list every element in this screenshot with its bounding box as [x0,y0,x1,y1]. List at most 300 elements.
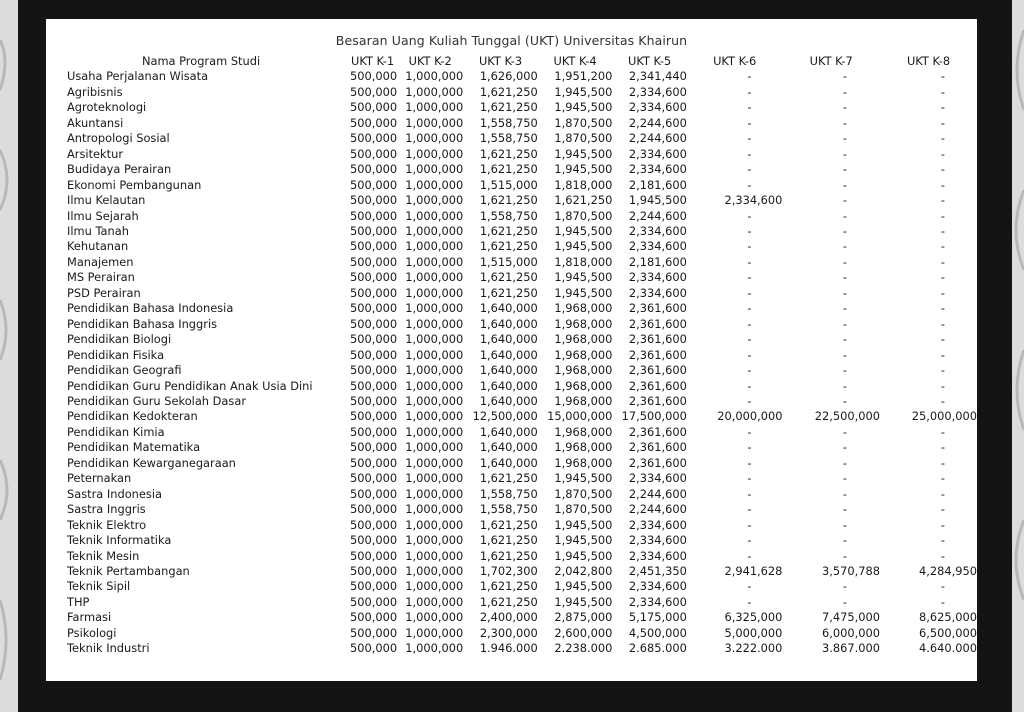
ukt-value-cell: - [747,440,752,455]
ukt-value-cell: - [747,162,752,177]
ukt-value-cell: - [747,347,752,362]
ukt-value-cell: - [747,223,752,238]
table-header-row [54,54,977,69]
document-title: Besaran Uang Kuliah Tunggal (UKT) Universitas Khairun [335,33,688,48]
ukt-value-cell: - [747,115,752,130]
ukt-value-cell: 1,640,000 [479,440,538,455]
program-name-cell: MS Perairan [67,270,135,285]
ukt-value-cell: 2,334,600 [628,223,687,238]
ukt-value-cell: 3.222.000 [724,641,783,656]
ukt-value-cell: - [842,548,848,563]
ukt-value-cell: - [940,208,945,223]
ukt-value-cell: 1,640,000 [479,347,538,362]
ukt-value-cell: 500,000 [350,455,398,470]
ukt-value-cell: 6,000,000 [822,625,881,640]
table-row [54,301,977,316]
ukt-value-cell: 1,000,000 [405,162,464,177]
ukt-value-cell: - [842,115,848,130]
ukt-value-cell: 1,945,500 [554,223,613,238]
ukt-value-cell: - [940,239,945,254]
ukt-value-cell: 2,042,800 [554,563,613,578]
ukt-value-cell: - [940,332,945,347]
ukt-value-cell: 500,000 [350,440,398,455]
column-header-ukt-k4: UKT K-4 [553,54,597,68]
ukt-value-cell: 1,968,000 [554,363,613,378]
ukt-value-cell: 1,945,500 [554,533,613,548]
ukt-value-cell: 1,640,000 [479,455,538,470]
ukt-value-cell: 2,600,000 [554,625,613,640]
ukt-value-cell: - [842,455,848,470]
ukt-value-cell: 1,558,750 [479,131,538,146]
ukt-value-cell: 2,361,600 [628,332,687,347]
ukt-value-cell: 2,451,350 [628,563,687,578]
ukt-value-cell: 1,000,000 [405,146,464,161]
ukt-value-cell: 1,000,000 [405,301,464,316]
table-row [54,471,977,486]
ukt-value-cell: 500,000 [350,115,398,130]
ukt-value-cell: 1,621,250 [479,162,538,177]
ukt-value-cell: 1,621,250 [479,239,538,254]
table-row [54,348,977,363]
ukt-value-cell: 1,626,000 [479,69,538,84]
ukt-table [54,54,977,657]
ukt-value-cell: - [747,239,752,254]
ukt-value-cell: - [842,393,848,408]
table-row [54,162,977,177]
ukt-value-cell: 1,640,000 [479,393,538,408]
ukt-value-cell: 500,000 [350,162,398,177]
column-header-ukt-k3: UKT K-3 [478,54,523,68]
ukt-value-cell: 1,000,000 [405,193,464,208]
ukt-value-cell: 2,244,600 [628,486,687,501]
ukt-value-cell: - [842,162,848,177]
ukt-value-cell: 2,244,600 [628,131,687,146]
ukt-value-cell: - [842,239,848,254]
ukt-value-cell: 1,621,250 [479,517,538,532]
ukt-value-cell: - [747,177,752,192]
ukt-value-cell: 1,621,250 [479,270,538,285]
ukt-value-cell: 500,000 [350,146,398,161]
program-name-cell: Kehutanan [67,239,129,254]
ukt-value-cell: 1,000,000 [405,254,464,269]
ukt-value-cell: 1,621,250 [479,223,538,238]
ukt-value-cell: 1,515,000 [479,177,538,192]
program-name-cell: Pendidikan Geografi [67,363,182,378]
ukt-value-cell: 500,000 [350,332,398,347]
ukt-value-cell: 500,000 [350,563,398,578]
ukt-value-cell: 2.685.000 [628,641,687,656]
table-row [54,641,977,656]
ukt-value-cell: - [940,471,945,486]
ukt-value-cell: 1,621,250 [479,146,538,161]
ukt-value-cell: 1,000,000 [405,502,464,517]
ukt-value-cell: 1,000,000 [405,455,464,470]
ukt-value-cell: 500,000 [350,223,398,238]
ukt-value-cell: 17,500,000 [621,409,687,424]
program-name-cell: Manajemen [67,254,134,269]
ukt-value-cell: 1,000,000 [405,84,464,99]
table-row [54,549,977,564]
program-name-cell: Pendidikan Kimia [67,424,165,439]
ukt-value-cell: 1,000,000 [405,440,464,455]
ukt-value-cell: - [940,486,945,501]
ukt-value-cell: 500,000 [350,285,398,300]
ukt-value-cell: 500,000 [350,502,398,517]
ukt-value-cell: 15,000,000 [547,409,613,424]
ukt-value-cell: 1,000,000 [405,115,464,130]
ukt-value-cell: 1,621,250 [554,193,613,208]
ukt-value-cell: 1,000,000 [405,594,464,609]
ukt-value-cell: 1,945,500 [554,579,613,594]
ukt-value-cell: 1,945,500 [554,84,613,99]
ukt-value-cell: 1,945,500 [554,100,613,115]
column-header-ukt-k5: UKT K-5 [628,54,672,68]
ukt-value-cell: 1,702,300 [479,563,538,578]
ukt-value-cell: - [842,332,848,347]
ukt-value-cell: - [940,69,945,84]
ukt-value-cell: - [842,223,848,238]
ukt-value-cell: 2,361,600 [628,301,687,316]
ukt-value-cell: - [747,502,752,517]
program-name-cell: Teknik Informatika [67,533,172,548]
table-row [54,116,977,131]
ukt-value-cell: - [747,146,752,161]
program-name-cell: Budidaya Perairan [67,162,172,177]
ukt-value-cell: 2,334,600 [628,579,687,594]
ukt-value-cell: 500,000 [350,208,398,223]
table-row [54,69,977,84]
ukt-value-cell: - [747,316,752,331]
ukt-value-cell: 1,968,000 [554,393,613,408]
table-row [54,579,977,594]
ukt-value-cell: 4,500,000 [628,625,687,640]
ukt-value-cell: - [842,378,848,393]
program-name-cell: Farmasi [67,610,112,625]
program-name-cell: Peternakan [67,471,132,486]
ukt-value-cell: 2,334,600 [628,594,687,609]
table-row [54,610,977,625]
ukt-value-cell: 1,818,000 [554,254,613,269]
ukt-value-cell: - [842,594,848,609]
table-row [54,147,977,162]
ukt-value-cell: 22,500,000 [814,409,881,424]
ukt-value-cell: - [747,486,752,501]
ukt-value-cell: 2,334,600 [628,517,687,532]
column-header-program: Nama Program Studi [141,54,261,68]
ukt-value-cell: 500,000 [350,347,398,362]
program-name-cell: Pendidikan Guru Pendidikan Anak Usia Dini [67,378,313,393]
ukt-value-cell: 1,968,000 [554,455,613,470]
program-name-cell: Teknik Mesin [67,548,140,563]
ukt-value-cell: - [940,177,945,192]
ukt-value-cell: - [747,393,752,408]
ukt-value-cell: 2,875,000 [554,610,613,625]
ukt-value-cell: 2,244,600 [628,115,687,130]
ukt-value-cell: 1,640,000 [479,378,538,393]
ukt-value-cell: 2,361,600 [628,440,687,455]
ukt-value-cell: - [940,223,945,238]
ukt-value-cell: 500,000 [350,254,398,269]
table-row [54,270,977,285]
ukt-value-cell: - [747,548,752,563]
program-name-cell: Akuntansi [67,115,124,130]
ukt-value-cell: 1,968,000 [554,301,613,316]
ukt-value-cell: 1,945,500 [554,270,613,285]
ukt-value-cell: - [940,533,945,548]
ukt-value-cell: 2,361,600 [628,363,687,378]
table-row [54,193,977,208]
ukt-value-cell: 1,945,500 [554,517,613,532]
table-row [54,178,977,193]
column-header-ukt-k2: UKT K-2 [408,54,452,68]
ukt-value-cell: 500,000 [350,100,398,115]
ukt-value-cell: 3.867.000 [822,641,881,656]
ukt-value-cell: 20,000,000 [717,409,783,424]
ukt-value-cell: 1,000,000 [405,610,464,625]
ukt-value-cell: 500,000 [350,393,398,408]
ukt-value-cell: - [747,517,752,532]
ukt-value-cell: - [842,440,848,455]
ukt-value-cell: - [940,517,945,532]
ukt-value-cell: 2.238.000 [554,641,613,656]
ukt-value-cell: 6,325,000 [724,610,783,625]
ukt-value-cell: 1,870,500 [554,502,613,517]
ukt-value-cell: 1,621,250 [479,594,538,609]
program-name-cell: Ilmu Kelautan [67,193,146,208]
program-name-cell: Psikologi [67,625,117,640]
ukt-value-cell: - [940,270,945,285]
ukt-value-cell: - [747,131,752,146]
ukt-value-cell: - [940,424,945,439]
ukt-value-cell: - [940,440,945,455]
program-name-cell: Pendidikan Matematika [67,440,201,455]
table-row [54,626,977,641]
ukt-value-cell: - [842,69,848,84]
table-row [54,131,977,146]
ukt-value-cell: 1,818,000 [554,177,613,192]
ukt-value-cell: - [842,347,848,362]
program-name-cell: THP [67,594,90,609]
ukt-value-cell: 2,334,600 [628,100,687,115]
ukt-value-cell: - [747,270,752,285]
ukt-value-cell: 2,334,600 [628,533,687,548]
ukt-value-cell: 1,870,500 [554,208,613,223]
ukt-value-cell: - [842,193,848,208]
ukt-value-cell: 2,244,600 [628,502,687,517]
ukt-value-cell: 1,000,000 [405,424,464,439]
ukt-value-cell: 1,640,000 [479,363,538,378]
ukt-value-cell: 2,300,000 [479,625,538,640]
ukt-value-cell: - [940,378,945,393]
ukt-value-cell: 5,000,000 [724,625,783,640]
ukt-value-cell: 2,361,600 [628,393,687,408]
ukt-value-cell: 25,000,000 [911,409,977,424]
ukt-value-cell: 500,000 [350,579,398,594]
ukt-value-cell: 500,000 [350,409,398,424]
ukt-value-cell: 2,361,600 [628,378,687,393]
table-row [54,85,977,100]
ukt-value-cell: - [747,285,752,300]
program-name-cell: Pendidikan Biologi [67,332,172,347]
ukt-value-cell: 500,000 [350,424,398,439]
ukt-value-cell: 1,000,000 [405,270,464,285]
ukt-value-cell: 1,000,000 [405,625,464,640]
ukt-value-cell: 2,361,600 [628,424,687,439]
table-row [54,487,977,502]
ukt-value-cell: 1,945,500 [554,146,613,161]
ukt-value-cell: 1,870,500 [554,486,613,501]
ukt-value-cell: - [940,316,945,331]
ukt-value-cell: - [747,208,752,223]
ukt-value-cell: 1,870,500 [554,131,613,146]
table-row [54,100,977,115]
ukt-value-cell: - [940,502,945,517]
program-name-cell: Ilmu Tanah [67,223,129,238]
ukt-value-cell: 1,000,000 [405,486,464,501]
ukt-value-cell: 2,181,600 [628,254,687,269]
ukt-value-cell: 1,000,000 [405,548,464,563]
ukt-value-cell: - [842,84,848,99]
ukt-value-cell: 500,000 [350,548,398,563]
ukt-value-cell: - [842,177,848,192]
ukt-value-cell: 1,640,000 [479,424,538,439]
program-name-cell: Teknik Elektro [67,517,147,532]
ukt-value-cell: - [842,146,848,161]
ukt-value-cell: - [747,533,752,548]
ukt-value-cell: 500,000 [350,610,398,625]
ukt-value-cell: 500,000 [350,625,398,640]
ukt-value-cell: 1,000,000 [405,332,464,347]
ukt-value-cell: 1,000,000 [405,131,464,146]
program-name-cell: Pendidikan Bahasa Indonesia [67,301,234,316]
ukt-value-cell: 1,968,000 [554,316,613,331]
ukt-value-cell: - [747,301,752,316]
table-row [54,502,977,517]
ukt-value-cell: 2,361,600 [628,455,687,470]
program-name-cell: Sastra Inggris [67,502,146,517]
table-row [54,286,977,301]
program-name-cell: Usaha Perjalanan Wisata [67,69,209,84]
ukt-value-cell: - [842,208,848,223]
ukt-value-cell: 1,621,250 [479,579,538,594]
program-name-cell: Pendidikan Kedokteran [67,409,198,424]
program-name-cell: Teknik Sipil [67,579,131,594]
table-row [54,440,977,455]
ukt-value-cell: 7,475,000 [822,610,881,625]
ukt-value-cell: 1,558,750 [479,486,538,501]
table-row [54,332,977,347]
ukt-value-cell: - [747,84,752,99]
program-name-cell: Antropologi Sosial [67,131,170,146]
ukt-value-cell: - [842,285,848,300]
ukt-value-cell: 1,945,500 [628,193,687,208]
program-name-cell: Ekonomi Pembangunan [67,177,202,192]
ukt-value-cell: - [747,332,752,347]
table-row [54,317,977,332]
ukt-value-cell: - [842,254,848,269]
ukt-value-cell: - [747,471,752,486]
ukt-value-cell: - [940,579,945,594]
ukt-value-cell: 1,945,500 [554,471,613,486]
program-name-cell: Ilmu Sejarah [67,208,139,223]
ukt-value-cell: 1,640,000 [479,301,538,316]
ukt-value-cell: - [747,100,752,115]
column-header-ukt-k7: UKT K-7 [809,54,853,68]
ukt-value-cell: 5,175,000 [628,610,687,625]
ukt-value-cell: 12,500,000 [472,409,538,424]
table-row [54,379,977,394]
column-header-ukt-k6: UKT K-6 [713,54,757,68]
ukt-value-cell: 500,000 [350,131,398,146]
ukt-value-cell: 500,000 [350,641,398,656]
ukt-value-cell: 1,515,000 [479,254,538,269]
ukt-value-cell: 1,870,500 [554,115,613,130]
ukt-value-cell: 1,621,250 [479,84,538,99]
ukt-value-cell: - [940,131,945,146]
ukt-value-cell: 1,000,000 [405,378,464,393]
ukt-value-cell: 500,000 [350,84,398,99]
ukt-value-cell: - [747,69,752,84]
ukt-value-cell: 500,000 [350,594,398,609]
ukt-value-cell: - [842,424,848,439]
table-row [54,224,977,239]
ukt-value-cell: - [940,193,945,208]
ukt-value-cell: - [940,548,945,563]
ukt-value-cell: 1,000,000 [405,533,464,548]
ukt-value-cell: 2,334,600 [724,193,783,208]
ukt-value-cell: - [940,594,945,609]
program-name-cell: Teknik Industri [67,641,150,656]
ukt-value-cell: 1,968,000 [554,332,613,347]
ukt-value-cell: 2,334,600 [628,146,687,161]
ukt-value-cell: 1,621,250 [479,548,538,563]
ukt-value-cell: 8,625,000 [919,610,977,625]
ukt-value-cell: - [940,254,945,269]
ukt-value-cell: 2,941,628 [724,563,783,578]
ukt-value-cell: 2,334,600 [628,84,687,99]
ukt-value-cell: 1,558,750 [479,502,538,517]
table-row [54,409,977,424]
ukt-value-cell: 500,000 [350,301,398,316]
table-row [54,394,977,409]
ukt-value-cell: 2,334,600 [628,239,687,254]
ukt-value-cell: 500,000 [350,177,398,192]
ukt-value-cell: 1,640,000 [479,332,538,347]
ukt-value-cell: 1,968,000 [554,424,613,439]
ukt-value-cell: 1,000,000 [405,563,464,578]
ukt-value-cell: 1,000,000 [405,316,464,331]
ukt-value-cell: 500,000 [350,270,398,285]
program-name-cell: Teknik Pertambangan [67,563,190,578]
ukt-value-cell: 2,334,600 [628,285,687,300]
program-name-cell: PSD Perairan [67,285,141,300]
ukt-value-cell: 2,334,600 [628,162,687,177]
ukt-value-cell: - [940,115,945,130]
ukt-value-cell: - [940,301,945,316]
ukt-value-cell: - [842,517,848,532]
ukt-value-cell: - [842,363,848,378]
ukt-value-cell: 500,000 [350,69,398,84]
ukt-value-cell: - [747,363,752,378]
ukt-value-cell: - [842,270,848,285]
table-row [54,239,977,254]
ukt-value-cell: 500,000 [350,378,398,393]
ukt-value-cell: 2,400,000 [479,610,538,625]
ukt-value-cell: 1.946.000 [479,641,538,656]
ukt-value-cell: 2,334,600 [628,548,687,563]
ukt-value-cell: - [747,378,752,393]
ukt-value-cell: 2,244,600 [628,208,687,223]
